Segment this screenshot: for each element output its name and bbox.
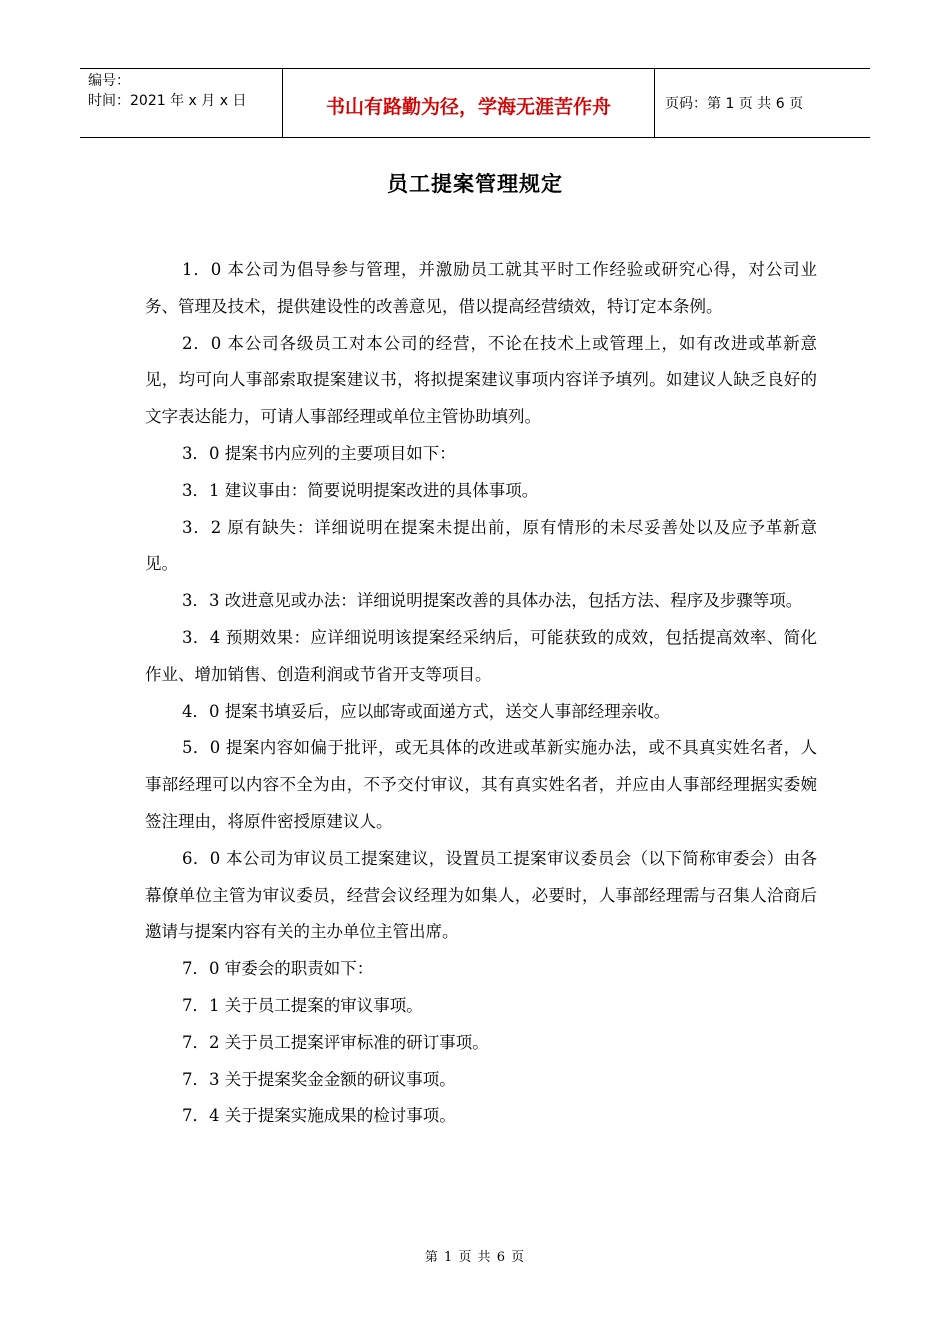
document-title: 员工提案管理规定 [387, 172, 563, 196]
paragraph: 3．3 改进意见或办法：详细说明提案改善的具体办法，包括方法、程序及步骤等项。 [182, 591, 803, 611]
paragraph: 1．0 本公司为倡导参与管理，并激励员工就其平时工作经验或研究心得，对公司业务、管理及技术，提供建设性的改善意见，借以提高经营绩效，特订定本条例。 [145, 260, 817, 316]
paragraph: 7．3 关于提案奖金金额的研议事项。 [182, 1069, 456, 1089]
paragraph: 7．4 关于提案实施成果的检讨事项。 [182, 1106, 456, 1126]
paragraph: 6．0 本公司为审议员工提案建议，设置员工提案审议委员会（以下简称审委会）由各幕僚单位主管为审议委员，经营会议经理为如集人，必要时，人事部经理需与召集人洽商后邀请与提案内容有关的主办单位主管出席。 [145, 848, 817, 942]
paragraph: 3．2 原有缺失：详细说明在提案未提出前，原有情形的未尽妥善处以及应予革新意见。 [145, 517, 817, 574]
document-number-label: 编号： [88, 73, 130, 89]
paragraph: 7．1 关于员工提案的审议事项。 [182, 995, 423, 1015]
paragraph: 3．1 建议事由：简要说明提案改进的具体事项。 [182, 480, 539, 500]
paragraph: 3．0 提案书内应列的主要项目如下： [182, 443, 456, 463]
paragraph: 5．0 提案内容如偏于批评，或无具体的改进或革新实施办法，或不具真实姓名者，人事部经理可以内容不全为由，不予交付审议，其有真实姓名者，并应由人事部经理据实委婉签注理由，将原件密授原建议人。 [145, 738, 817, 831]
header-slogan: 书山有路勤为径，学海无涯苦作舟 [282, 69, 655, 137]
paragraph: 4．0 提案书填妥后，应以邮寄或面递方式，送交人事部经理亲收。 [182, 701, 671, 721]
paragraph: 3．4 预期效果：应详细说明该提案经采纳后，可能获致的成效，包括提高效率、简化作业、增加销售、创造利润或节省开支等项目。 [145, 627, 817, 684]
paragraph: 7．0 审委会的职责如下： [182, 959, 374, 979]
paragraph: 2．0 本公司各级员工对本公司的经营，不论在技术上或管理上，如有改进或革新意见，均可向人事部索取提案建议书，将拟提案建议事项内容详予填列。如建议人缺乏良好的文字表达能力，可请人事部经理或单位主管协助填列。 [145, 333, 817, 427]
header-page-info: 页码：第 1 页 共 6 页 [665, 96, 804, 112]
document-body [145, 252, 817, 1135]
header-table [80, 68, 870, 138]
document-date: 时间：2021 年 x 月 x 日 [88, 93, 247, 109]
header-meta [80, 69, 282, 137]
paragraph: 7．2 关于员工提案评审标准的研订事项。 [182, 1032, 489, 1052]
page-footer: 第 1 页 共 6 页 [424, 1250, 526, 1265]
